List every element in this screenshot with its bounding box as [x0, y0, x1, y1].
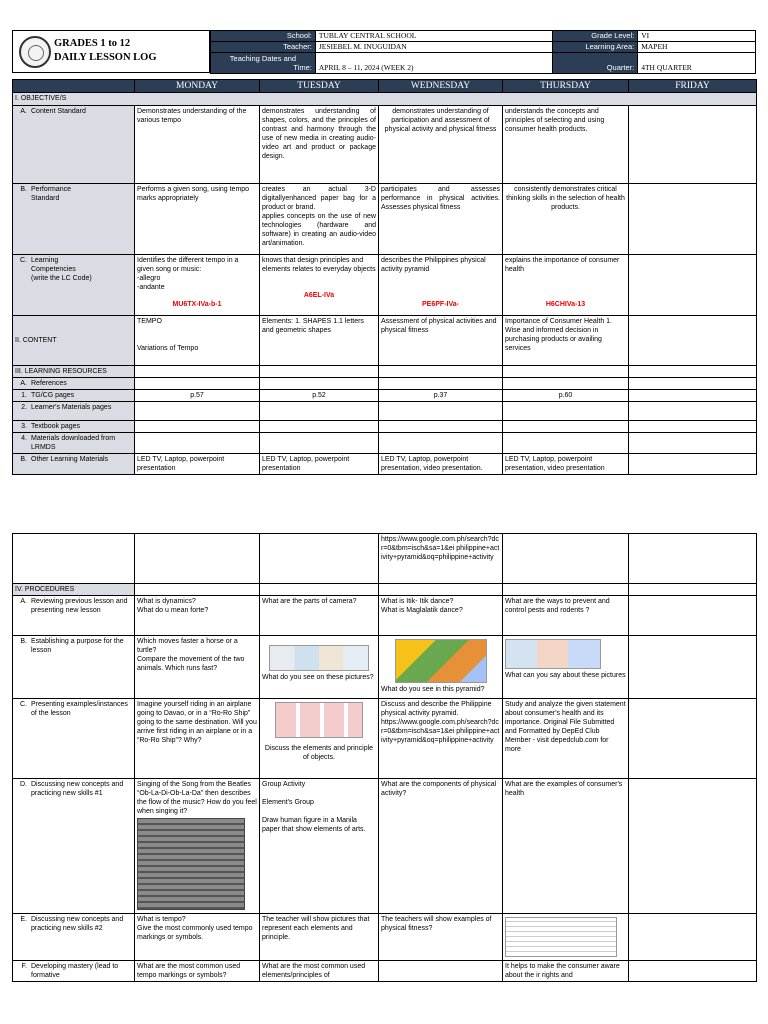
cell-wed — [379, 378, 503, 390]
row-key: C. — [20, 257, 27, 264]
cell-mon: What are the most common used tempo markings or symbols? — [135, 961, 260, 982]
row-discussing-1 — [13, 779, 757, 914]
row-key: 4. — [21, 435, 27, 442]
cell-wed: participates and assesses performance in physical activities. Assesses physical fitness — [379, 184, 503, 255]
school-label: School: — [211, 31, 316, 42]
cell-mon — [135, 433, 260, 454]
label-content-standard — [13, 106, 135, 184]
lc-code-wed: PE6PF-IVa- — [422, 301, 459, 308]
row-label — [31, 256, 92, 283]
row-label: Other Learning Materials — [31, 456, 109, 463]
cell-wed — [379, 961, 503, 982]
cell-mon — [135, 584, 260, 596]
cell-fri — [629, 454, 757, 475]
cell-tue: What are the most common used elements/principles of — [260, 961, 379, 982]
cell-fri — [629, 584, 757, 596]
row-label: Reviewing previous lesson and presenting new lesson — [31, 598, 128, 614]
cell-tue — [260, 366, 379, 378]
label-textbook-pages — [13, 421, 135, 433]
section-resources: III. LEARNING RESOURCES — [13, 366, 135, 378]
cell-thu — [503, 914, 629, 961]
cell-thu: What are the ways to prevent and control pests and rodents ? — [503, 596, 629, 636]
cell-fri — [629, 961, 757, 982]
title-dll: DAILY LESSON LOG — [54, 52, 157, 63]
cell-mon — [135, 378, 260, 390]
cell-thu — [503, 433, 629, 454]
cell-thu: It helps to make the consumer aware about the ir rights and — [503, 961, 629, 982]
label-establishing-purpose — [13, 636, 135, 699]
cell-mon-p1: Identifies the different tempo in a given song or music: — [137, 257, 239, 273]
grade-label: Grade Level: — [553, 31, 638, 42]
cell-wed — [379, 366, 503, 378]
row-label: TG/CG pages — [31, 392, 75, 399]
cell-mon-p3: -andante — [137, 284, 165, 291]
consumer-health-image — [505, 639, 601, 669]
label-lrmds — [13, 433, 135, 454]
cell-tue-p1: Discuss the elements and principle of objects. — [264, 745, 374, 761]
cell-mon: Imagine yourself riding in an airplane going to Davao, or in a “Ro-Ro Ship” going to the same destination. Will you arrive first riding in an airplane or in a “Ro-Ro Ship”? Why? — [135, 699, 260, 779]
row-developing-mastery — [13, 961, 757, 982]
cell-wed — [379, 596, 503, 636]
cell-fri — [629, 316, 757, 366]
cell-fri — [629, 699, 757, 779]
cell-thu-p1: What can you say about these pictures — [505, 672, 626, 679]
cell-wed-p2: What is Maglalatik dance? — [381, 607, 463, 614]
cell-mon-p2: What do u mean forte? — [137, 607, 209, 614]
cell-tue-p3: Draw human figure in a Manila paper that show elements of arts. — [262, 817, 366, 833]
cell-tue — [260, 779, 379, 914]
label-other-materials — [13, 454, 135, 475]
cell-wed: LED TV, Laptop, powerpoint presentation, video presentation. — [379, 454, 503, 475]
dates-label-line1: Teaching Dates and — [229, 54, 297, 63]
lc-code-thu: H6CHIVa-13 — [545, 301, 586, 308]
cell-tue: What are the parts of camera? — [260, 596, 379, 636]
row-key: B. — [20, 186, 27, 193]
cell-tue-p1: creates an actual 3-D digitallyenhanced paper bag for a product or brand. — [262, 186, 376, 211]
cell-wed — [379, 584, 503, 596]
row-key: 1. — [21, 392, 27, 399]
dates-value: APRIL 8 – 11, 2024 (WEEK 2) — [315, 53, 552, 74]
row-key: B. — [20, 638, 27, 645]
school-value: TUBLAY CENTRAL SCHOOL — [315, 31, 552, 42]
day-header-thursday: THURSDAY — [503, 80, 629, 93]
cell-fri — [629, 636, 757, 699]
cell-thu: LED TV, Laptop, powerpoint presentation, video presentation — [503, 454, 629, 475]
consumer-health-notes-image — [505, 917, 617, 957]
label-content: II. CONTENT — [13, 316, 135, 366]
cell-fri — [629, 378, 757, 390]
cell-wed — [379, 402, 503, 421]
cell-mon — [135, 255, 260, 316]
row-key: 3. — [21, 423, 27, 430]
row-presenting-examples — [13, 699, 757, 779]
cell-thu: Importance of Consumer Health 1. Wise and informed decision in purchasing products or availing services — [503, 316, 629, 366]
label-reviewing — [13, 596, 135, 636]
quarter-label: Quarter: — [553, 53, 638, 74]
row-label: Learner's Materials pages — [31, 404, 112, 411]
cell-mon — [135, 596, 260, 636]
row-learning-competencies — [13, 255, 757, 316]
cell-tue — [260, 534, 379, 584]
cell-wed: Assessment of physical activities and physical fitness — [379, 316, 503, 366]
cell-wed — [379, 699, 503, 779]
cell-wed — [379, 421, 503, 433]
row-key: C. — [20, 701, 27, 708]
row-key: D. — [20, 781, 27, 788]
row-performance-standard — [13, 184, 757, 255]
row-tg-pages — [13, 390, 757, 402]
cell-wed — [379, 433, 503, 454]
cell-wed-p1: Discuss and describe the Philippine physical activity pyramid. — [381, 701, 492, 717]
lesson-table-1 — [12, 79, 757, 475]
cell-mon-p1: What is tempo? — [137, 916, 186, 923]
cell-fri — [629, 914, 757, 961]
elements-principles-image — [275, 702, 363, 738]
cell-tue — [260, 378, 379, 390]
corner-cell — [13, 80, 135, 93]
row-other-materials — [13, 454, 757, 475]
cell-tue — [260, 699, 379, 779]
day-header-friday: FRIDAY — [629, 80, 757, 93]
day-header-tuesday: TUESDAY — [260, 80, 379, 93]
cell-mon-p2: Give the most commonly used tempo markings or symbols. — [137, 925, 253, 941]
cell-mon-p2: -allegro — [137, 275, 161, 282]
cell-mon — [135, 636, 260, 699]
cell-thu — [503, 584, 629, 596]
cell-fri — [629, 421, 757, 433]
cell-fri — [629, 106, 757, 184]
cell-thu-p1: explains the importance of consumer health — [505, 257, 620, 273]
section-procedures: IV. PROCEDURES — [13, 584, 135, 596]
row-key: 2. — [21, 404, 27, 411]
cell-mon: p.57 — [135, 390, 260, 402]
cell-mon-p2: Compare the movement of the two animals. Which runs fast? — [137, 656, 245, 672]
cell-mon: Performs a given song, using tempo marks appropriately — [135, 184, 260, 255]
label-discussing-2 — [13, 914, 135, 961]
cell-thu — [503, 255, 629, 316]
cell-fri — [629, 433, 757, 454]
cell-thu — [503, 378, 629, 390]
row-key: E. — [20, 916, 27, 923]
section-objectives: I. OBJECTIVE/S — [13, 93, 757, 106]
header — [12, 30, 756, 73]
cell-tue: LED TV, Laptop, powerpoint presentation — [260, 454, 379, 475]
row-key: F. — [21, 963, 27, 970]
cell-tue-p1: What do you see on these pictures? — [262, 674, 374, 681]
header-meta-table — [210, 30, 756, 74]
row-discussing-2 — [13, 914, 757, 961]
label-learning-competencies — [13, 255, 135, 316]
row-key: A. — [20, 598, 27, 605]
cell-mon — [135, 779, 260, 914]
cell-thu: consistently demonstrates critical thinking skills in the selection of health products. — [503, 184, 629, 255]
cell-mon-p1: What is dynamics? — [137, 598, 196, 605]
cell-tue: The teacher will show pictures that represent each elements and principle. — [260, 914, 379, 961]
cell-mon — [135, 421, 260, 433]
row-label-line2: Standard — [31, 195, 60, 202]
cell-thu: Study and analyze the given statement about consumer's health and its importance. Original File Submitted and Formatted by DepEd Club Member - visit depedclub.com for more — [503, 699, 629, 779]
label-references — [13, 378, 135, 390]
cell-tue-p2: Element's Group — [262, 799, 314, 806]
lc-code-mon: MU6TX-IVa-b-1 — [172, 301, 222, 308]
cell-tue-p2: applies concepts on the use of new technologies (hardware and software) in creating an audio-video art/animation. — [262, 213, 376, 247]
row-content-standard — [13, 106, 757, 184]
dates-label-line2: Time: — [293, 63, 312, 72]
area-label: Learning Area: — [553, 42, 638, 53]
cell-fri — [629, 366, 757, 378]
cell-wed-p1: describes the Philippines physical activity pyramid — [381, 257, 486, 273]
cell-thu — [503, 366, 629, 378]
cell-wed: https://www.google.com.ph/search?dcr=0&tbm=isch&sa=1&ei philippine+activity+pyramid&oq=philippine+activity — [379, 534, 503, 584]
label-discussing-1 — [13, 779, 135, 914]
camera-parts-image — [269, 645, 369, 671]
row-label: Discussing new concepts and practicing new skills #2 — [31, 916, 124, 932]
cell-wed — [379, 636, 503, 699]
cell-wed: demonstrates understanding of participation and assessment of physical activity and physical fitness — [379, 106, 503, 184]
cell-tue — [260, 402, 379, 421]
cell-tue-p1: knows that design principles and elements relates to everyday objects — [262, 257, 376, 273]
row-textbook-pages — [13, 421, 757, 433]
label-developing-mastery — [13, 961, 135, 982]
cell-fri — [629, 534, 757, 584]
cell-fri — [629, 596, 757, 636]
row-content — [13, 316, 757, 366]
cell-wed-p1: What do you see in this pyramid? — [381, 686, 485, 693]
cell-thu: What are the examples of consumer's health — [503, 779, 629, 914]
label-presenting-examples — [13, 699, 135, 779]
row-label-line1: Learning — [31, 257, 59, 264]
row-label: Presenting examples/instances of the lesson — [31, 701, 128, 717]
row-label: Materials downloaded from LRMDS — [31, 435, 116, 451]
label-tg-pages — [13, 390, 135, 402]
cell-tue — [260, 433, 379, 454]
cell-label — [13, 534, 135, 584]
cell-mon — [135, 914, 260, 961]
cell-mon: LED TV, Laptop, powerpoint presentation — [135, 454, 260, 475]
cell-mon — [135, 366, 260, 378]
title-box — [12, 30, 210, 73]
row-lm-pages — [13, 402, 757, 421]
day-header-wednesday: WEDNESDAY — [379, 80, 503, 93]
row-continued — [13, 534, 757, 584]
row-key: A. — [20, 380, 27, 387]
row-label: Establishing a purpose for the lesson — [31, 638, 124, 654]
row-label: Textbook pages — [31, 423, 81, 430]
cell-mon — [135, 316, 260, 366]
row-label: Discussing new concepts and practicing new skills #1 — [31, 781, 124, 797]
cell-fri — [629, 402, 757, 421]
cell-thu — [503, 421, 629, 433]
cell-thu — [503, 402, 629, 421]
row-label-line3: (write the LC Code) — [31, 275, 92, 282]
cell-wed: The teachers will show examples of physical fitness? — [379, 914, 503, 961]
cell-mon-p1: Singing of the Song from the Beatles “Ob-La-Di-Ob-La-Da” then describes the flow of the music? How do you feel when singing it? — [137, 781, 257, 815]
cell-tue: demonstrates understanding of shapes, colors, and the principles of contrast and harmony through the use of new media in creating audio-video art and product or package design. — [260, 106, 379, 184]
cell-mon: Demonstrates understanding of the various tempo — [135, 106, 260, 184]
cell-mon — [135, 402, 260, 421]
row-label-line2: Competencies — [31, 266, 76, 273]
cell-fri — [629, 184, 757, 255]
cell-tue: Elements: 1. SHAPES 1.1 letters and geometric shapes — [260, 316, 379, 366]
cell-tue — [260, 184, 379, 255]
cell-mon — [135, 534, 260, 584]
cell-tue — [260, 584, 379, 596]
deped-seal-icon — [19, 36, 51, 68]
row-label-line1: Performance — [31, 186, 72, 193]
cell-mon-p1: TEMPO — [137, 318, 162, 325]
cell-wed: p.37 — [379, 390, 503, 402]
cell-wed — [379, 255, 503, 316]
title-grades: GRADES 1 to 12 — [54, 38, 131, 49]
cell-thu: understands the concepts and principles of selecting and using consumer health products. — [503, 106, 629, 184]
row-label — [31, 185, 71, 203]
area-value: MAPEH — [638, 42, 756, 53]
cell-wed-p1: What is Itik- Itik dance? — [381, 598, 454, 605]
row-label: Content Standard — [31, 108, 86, 115]
cell-thu — [503, 636, 629, 699]
row-references — [13, 378, 757, 390]
row-lrmds — [13, 433, 757, 454]
dates-label — [211, 53, 316, 74]
cell-tue — [260, 255, 379, 316]
lc-code-tue: A6EL-IVa — [303, 292, 335, 299]
row-label: References — [31, 380, 67, 387]
row-label: Developing mastery (lead to formative — [31, 963, 119, 979]
grade-value: VI — [638, 31, 756, 42]
row-establishing-purpose — [13, 636, 757, 699]
cell-mon-p1: Which moves faster a horse or a turtle? — [137, 638, 238, 654]
cell-tue-p1: Group Activity — [262, 781, 306, 788]
cell-wed-p2: https://www.google.com.ph/search?dcr=0&tbm=isch&sa=1&ei philippine+activity+pyramid&oq=philippine+activity — [381, 719, 500, 744]
activity-pyramid-image — [395, 639, 487, 683]
teacher-value: JESIEBEL M. INUGUIDAN — [315, 42, 552, 53]
song-lyrics-photo — [137, 818, 245, 910]
quarter-value: 4TH QUARTER — [638, 53, 756, 74]
cell-fri — [629, 390, 757, 402]
row-key: B. — [20, 456, 27, 463]
teacher-label: Teacher: — [211, 42, 316, 53]
label-performance-standard — [13, 184, 135, 255]
cell-thu — [503, 534, 629, 584]
cell-wed: What are the components of physical activity? — [379, 779, 503, 914]
cell-thu: p.60 — [503, 390, 629, 402]
lesson-table-2 — [12, 533, 757, 982]
cell-fri — [629, 779, 757, 914]
cell-fri — [629, 255, 757, 316]
label-lm-pages — [13, 402, 135, 421]
cell-tue — [260, 636, 379, 699]
cell-tue: p.52 — [260, 390, 379, 402]
cell-mon-p2: Variations of Tempo — [137, 345, 199, 352]
cell-tue — [260, 421, 379, 433]
day-header-monday: MONDAY — [135, 80, 260, 93]
row-reviewing — [13, 596, 757, 636]
row-key: A. — [20, 108, 27, 115]
